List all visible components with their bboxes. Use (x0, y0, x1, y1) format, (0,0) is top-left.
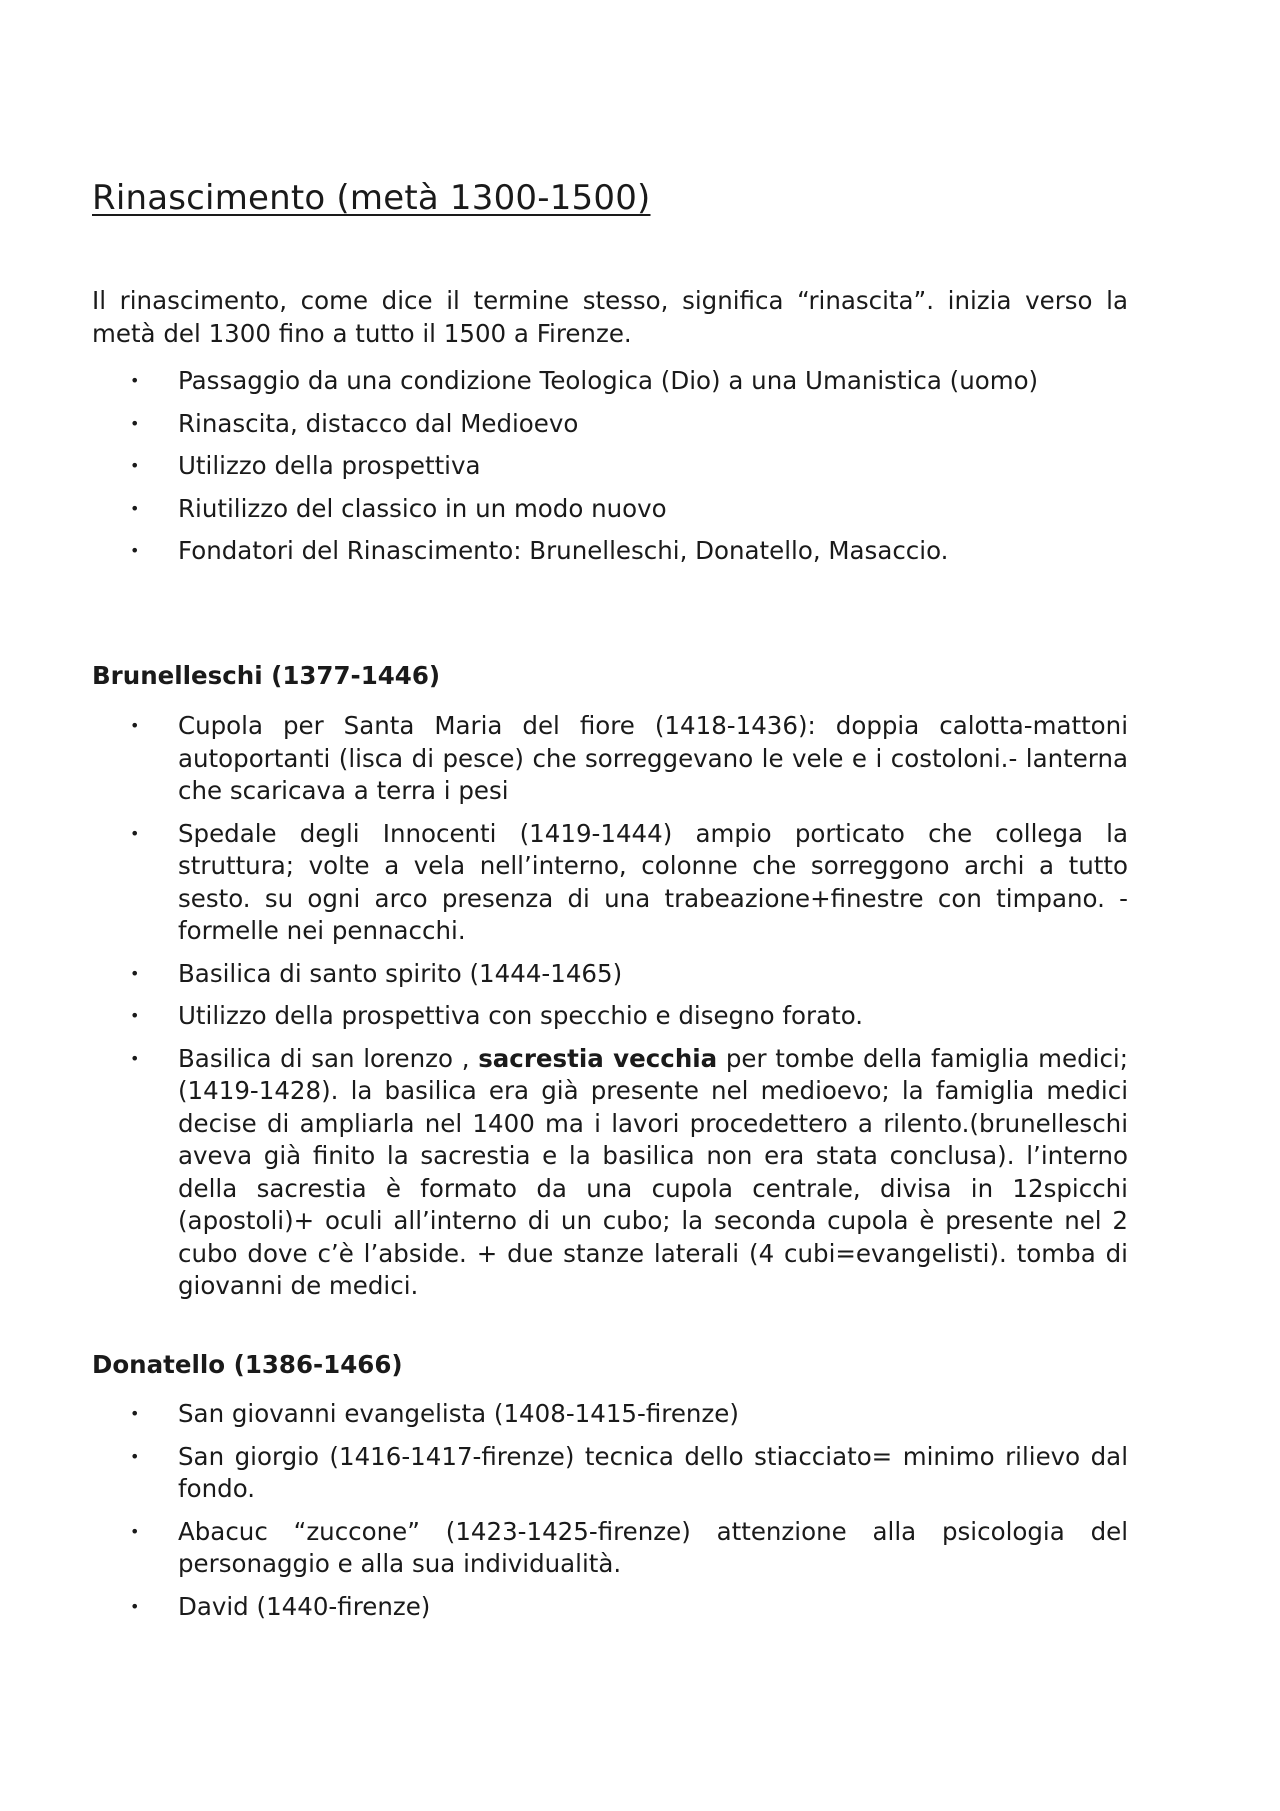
bullet-icon: • (130, 963, 140, 983)
list-item: • Spedale degli Innocenti (1419-1444) ampio porticato che collega la struttura; volte a vela nell’interno, colonne che sorreggono archi a tutto sesto. su ogni arco presenza di una trabeazione+finestre con timpano. - formelle nei pennacchi. (130, 818, 1128, 945)
list-item: • Basilica di santo spirito (1444-1465) (92, 958, 1128, 991)
bullet-icon: • (130, 371, 140, 390)
bullet-icon: • (130, 1404, 140, 1423)
bullet-icon: • (130, 541, 140, 560)
list-item: • Abacuc “zuccone” (1423-1425-firenze) attenzione alla psicologia del personaggio e alla sua individualità. (130, 1516, 1128, 1578)
page-title: Rinascimento (metà 1300-1500) (92, 178, 651, 218)
list-item: • Fondatori del Rinascimento: Brunelleschi, Donatello, Masaccio. (92, 535, 1128, 568)
list-item: • San giorgio (1416-1417-firenze) tecnica dello stiacciato= minimo rilievo dal fondo. (130, 1441, 1128, 1503)
list-item: • Basilica di san lorenzo , sacrestia vecchia per tombe della famiglia medici; (1419-1428). la basilica era già presente nel medioevo; la famiglia medici decise di ampliarla nel 1400 ma i lavori procedettero a rilento.(brunelleschi aveva già finito la sacrestia e la basilica non era stata conclusa). l’interno della sacrestia è formato da una cupola centrale, divisa in 12spicchi (apostoli)+ oculi all’interno di un cubo; la seconda cupola è presente nel 2 cubo dove c’è l’abside. + due stanze laterali (4 cubi=evangelisti). tomba di giovanni de medici. (130, 1043, 1128, 1300)
bullet-icon: • (130, 1048, 140, 1068)
donatello-list (92, 1398, 1128, 1623)
list-item: • David (1440-firenze) (92, 1591, 1128, 1624)
list-item: • Passaggio da una condizione Teologica (Dio) a una Umanistica (uomo) (92, 365, 1128, 398)
intro-list (92, 365, 1128, 568)
bullet-icon: • (130, 413, 140, 433)
intro-paragraph: Il rinascimento, come dice il termine stesso, significa “rinascita”. inizia verso la metà del 1300 fino a tutto il 1500 a Firenze. (92, 286, 1128, 348)
list-item: • Riutilizzo del classico in un modo nuovo (92, 493, 1128, 526)
bullet-icon: • (130, 716, 140, 735)
bullet-icon: • (130, 1596, 140, 1616)
bullet-icon: • (130, 1006, 140, 1025)
bullet-icon: • (130, 456, 140, 475)
bullet-icon: • (130, 1446, 140, 1466)
emphasis-text: sacrestia vecchia (478, 1043, 718, 1073)
list-item: • Cupola per Santa Maria del fiore (1418-1436): doppia calotta-mattoni autoportanti (lisca di pesce) che sorreggevano le vele e i costoloni.- lanterna che scaricava a terra i pesi (130, 711, 1128, 805)
list-item: • San giovanni evangelista (1408-1415-firenze) (92, 1398, 1128, 1431)
brunelleschi-list (92, 710, 1128, 1303)
bullet-icon: • (130, 823, 140, 843)
list-item: • Utilizzo della prospettiva (92, 450, 1128, 483)
bullet-icon: • (130, 498, 140, 518)
list-item: • Utilizzo della prospettiva con specchio e disegno forato. (92, 1000, 1128, 1033)
list-item: • Rinascita, distacco dal Medioevo (92, 408, 1128, 441)
section-heading-donatello: Donatello (1386-1466) (92, 1350, 403, 1379)
bullet-icon: • (130, 1521, 140, 1541)
section-heading-brunelleschi: Brunelleschi (1377-1446) (92, 661, 441, 690)
